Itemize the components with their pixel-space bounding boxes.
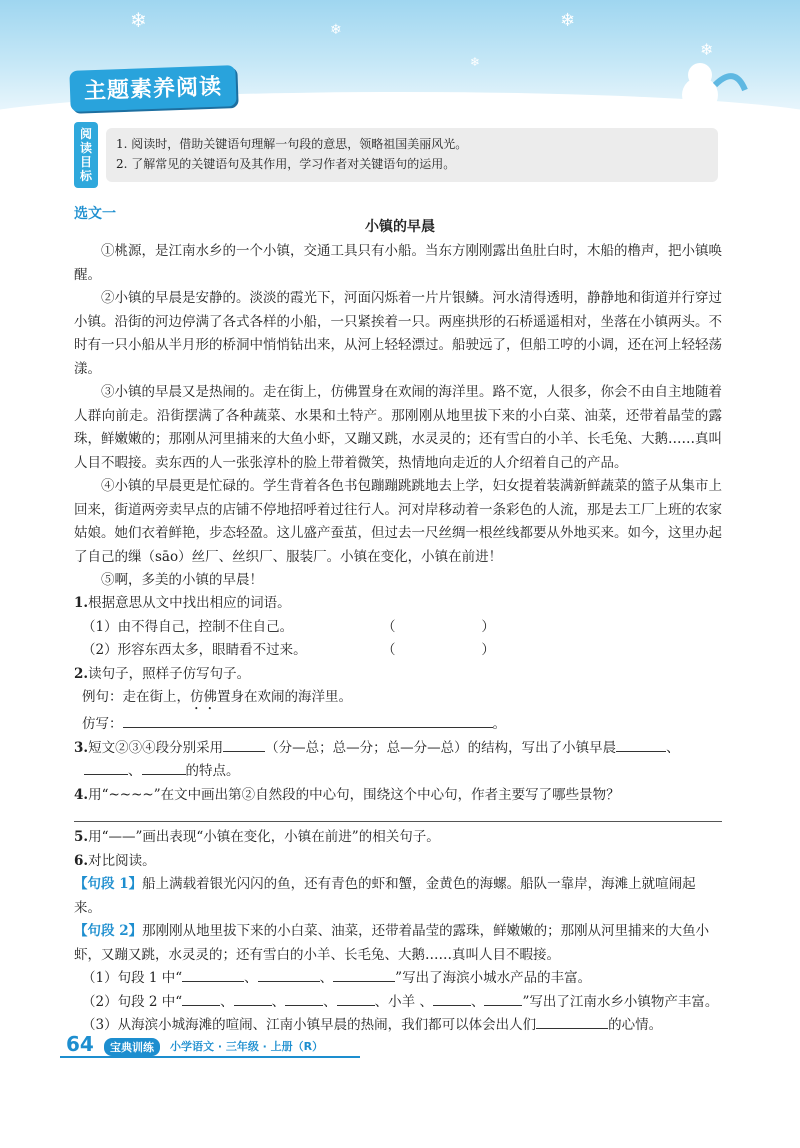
wavy-line-symbol: ~~~~: [108, 786, 154, 803]
question-5: [74, 826, 722, 850]
comparison-segment-1: [74, 873, 722, 920]
goals-tag: [74, 122, 98, 188]
answer-blank[interactable]: [258, 967, 320, 982]
imitate-blank[interactable]: [123, 713, 493, 728]
paragraph: ①桃源，是江南水乡的一个小镇，交通工具只有小船。当东方刚刚露出鱼肚白时，木船的橹声，把小镇唤醒。: [74, 243, 722, 283]
answer-blank[interactable]: [333, 967, 395, 982]
book-title: 小学语文 · 三年级 · 上册（R）: [170, 1040, 324, 1053]
answer-blank[interactable]: [616, 737, 666, 752]
question-1-sub: [74, 639, 722, 663]
snowflake-icon: ❄: [330, 22, 342, 38]
question-6: [74, 850, 722, 874]
answer-blank[interactable]: [182, 991, 220, 1006]
section-heading: 主题素养阅读: [69, 65, 236, 112]
article-body: [74, 240, 722, 593]
answer-paren[interactable]: （ ）: [382, 618, 495, 635]
sub-question: 的心情。: [608, 1017, 663, 1033]
punctuation: 。: [492, 716, 506, 732]
question-number: 1.: [74, 595, 89, 611]
question-text: 的特点。: [185, 763, 240, 779]
paragraph: ⑤啊，多美的小镇的早晨！: [101, 572, 263, 588]
question-number: 6.: [74, 852, 89, 869]
answer-blank[interactable]: [142, 760, 186, 775]
sub-question: （1）由不得自己，控制不住自己。: [82, 618, 294, 635]
answer-blank[interactable]: [223, 737, 265, 752]
question-1-sub: [74, 616, 722, 640]
question-text: 读句子，照样子仿写句子。: [88, 665, 251, 682]
question-text: 用“: [88, 786, 109, 803]
answer-blank[interactable]: [536, 1014, 608, 1029]
snowflake-icon: ❄: [560, 10, 576, 31]
goals-tag-char: 目: [79, 155, 92, 169]
question-text: 短文②③④段分别采用: [88, 739, 224, 756]
goal-item: 1. 阅读时，借助关键语句理解一句段的意思，领略祖国美丽风光。: [116, 137, 468, 151]
question-4: [74, 784, 722, 808]
snowflake-icon: ❄: [700, 40, 714, 59]
question-number: 4.: [74, 786, 89, 803]
question-text: （分—总；总—分；总—分—总）的结构，写出了小镇早晨: [265, 739, 617, 756]
punctuation: 、: [666, 739, 680, 756]
paragraph: ④小镇的早晨更是忙碌的。学生背着各色书包蹦蹦跳跳地去上学，妇女提着装满新鲜蔬菜的篮子从集市上回来，街道两旁卖早点的店铺不停地招呼着过往行人。河对岸移动着一条彩色的人流，那是去工厂上班的农家姑娘。她们衣着鲜艳，步态轻盈。这儿盛产蚕茧，但过去一尺丝绸一根丝线都要从外地买来。如今，这里办起了自己的缫（sāo）丝厂、丝织厂、服装厂。小镇在变化，小镇在前进！: [74, 478, 722, 565]
page-footer: [60, 1030, 740, 1060]
goals-tag-char: 标: [79, 169, 92, 183]
footer-divider: [60, 1056, 360, 1058]
imitate-line: [74, 713, 722, 737]
example-keyword: 仿佛: [190, 689, 217, 705]
imitate-label: 仿写：: [82, 716, 123, 732]
sub-question: （2）形容东西太多，眼睛看不过来。: [82, 642, 307, 658]
question-2: [74, 663, 722, 687]
sub-question: ”写出了海滨小城水产品的丰富。: [395, 970, 592, 986]
question-number: 3.: [74, 739, 89, 756]
question-number: 2.: [74, 665, 89, 682]
punctuation: 、: [323, 993, 337, 1010]
goals-tag-char: 读: [79, 141, 92, 155]
sub-question: （1）句段 1 中“: [82, 970, 183, 986]
snowflake-icon: ❄: [130, 8, 147, 32]
sub-question: 、小羊 、: [374, 993, 433, 1010]
sub-question: ”写出了江南水乡小镇物产丰富。: [522, 993, 719, 1010]
answer-blank[interactable]: [285, 991, 323, 1006]
answer-blank[interactable]: [433, 991, 471, 1006]
answer-blank[interactable]: [84, 760, 128, 775]
segment-tag: 【句段 1】: [74, 876, 143, 892]
answer-blank[interactable]: [484, 991, 522, 1006]
answer-line[interactable]: [74, 807, 722, 822]
punctuation: 、: [319, 970, 334, 986]
answer-blank[interactable]: [182, 967, 244, 982]
question-1: [74, 592, 722, 616]
question-6-sub-1: [74, 967, 722, 991]
question-text: 根据意思从文中找出相应的词语。: [88, 595, 291, 611]
goals-tag-char: 阅: [79, 127, 92, 141]
header-banner: [0, 0, 800, 118]
punctuation: 、: [470, 993, 485, 1010]
questions: [74, 592, 722, 1038]
article-title: 小镇的早晨: [365, 219, 435, 235]
question-text: 用“——”画出表现“小镇在变化，小镇在前进”的相关句子。: [88, 829, 440, 845]
segment-text: 船上满载着银光闪闪的鱼，还有青色的虾和蟹，金黄色的海螺。船队一靠岸，海滩上就喧闹起来。: [74, 876, 696, 916]
sub-question: （3）从海滨小城海滩的喧闹、江南小镇早晨的热闹，我们都可以体会出人们: [82, 1017, 537, 1033]
example-text: 走在街上，: [122, 689, 190, 705]
punctuation: 、: [271, 993, 286, 1010]
sub-question: （2）句段 2 中“: [82, 993, 183, 1010]
example-sentence: [74, 686, 722, 713]
segment-tag: 【句段 2】: [74, 923, 143, 939]
answer-blank[interactable]: [234, 991, 272, 1006]
segment-text: 那刚刚从地里拔下来的小白菜、油菜，还带着晶莹的露珠，鲜嫩嫩的；那刚从河里捕来的大鱼小虾，又蹦又跳，水灵灵的；还有雪白的小羊、长毛兔、大鹅……真叫人目不暇接。: [74, 923, 710, 963]
paragraph: ③小镇的早晨又是热闹的。走在街上，仿佛置身在欢闹的海洋里。路不宽，人很多，你会不由自主地随着人群向前走。沿街摆满了各种蔬菜、水果和土特产。那刚刚从地里拔下来的小白菜、油菜，还带着晶莹的露珠，鲜嫩嫩的；那刚从河里捕来的大鱼小虾，又蹦又跳，水灵灵的；还有雪白的小羊、长毛兔、大鹅……真叫人目不暇接。卖东西的人一张张淳朴的脸上带着微笑，热情地向走近的人介绍着自己的产品。: [74, 384, 722, 471]
example-text: 置身在欢闹的海洋里。: [217, 689, 352, 705]
snowman-icon: [670, 55, 750, 115]
question-text: 对比阅读。: [88, 852, 156, 869]
answer-paren[interactable]: （ ）: [382, 642, 495, 658]
punctuation: 、: [128, 763, 142, 779]
question-number: 5.: [74, 829, 89, 845]
reading-goals: [74, 122, 718, 188]
punctuation: 、: [220, 993, 234, 1010]
comparison-segment-2: [74, 920, 722, 967]
paragraph: ②小镇的早晨是安静的。淡淡的霞光下，河面闪烁着一片片银鳞。河水清得透明，静静地和街道并行穿过小镇。沿街的河边停满了各式各样的小船，一只紧挨着一只。两座拱形的石桥遥遥相对，坐落在小镇两头。不时有一只小船从半月形的桥洞中悄悄钻出来，从河上轻轻漂过。船驶远了，但船工哼的小调，还在河上轻轻荡漾。: [74, 290, 722, 377]
goals-box: [106, 128, 718, 182]
question-text: ”在文中画出第②自然段的中心句，围绕这个中心句，作者主要写了哪些景物？: [153, 786, 620, 803]
question-3-cont: [74, 760, 722, 784]
snowflake-icon: ❄: [470, 55, 481, 69]
punctuation: 、: [244, 970, 258, 986]
question-6-sub-2: [74, 991, 722, 1015]
example-label: 例句：: [82, 689, 123, 705]
selection-label: 选文一: [74, 206, 116, 222]
answer-blank[interactable]: [337, 991, 375, 1006]
goal-item: 2. 了解常见的关键语句及其作用，学习作者对关键语句的运用。: [116, 157, 456, 171]
question-3: [74, 737, 722, 761]
page-number: 64: [66, 1032, 94, 1056]
brand-logo: 宝典训练: [104, 1038, 160, 1056]
